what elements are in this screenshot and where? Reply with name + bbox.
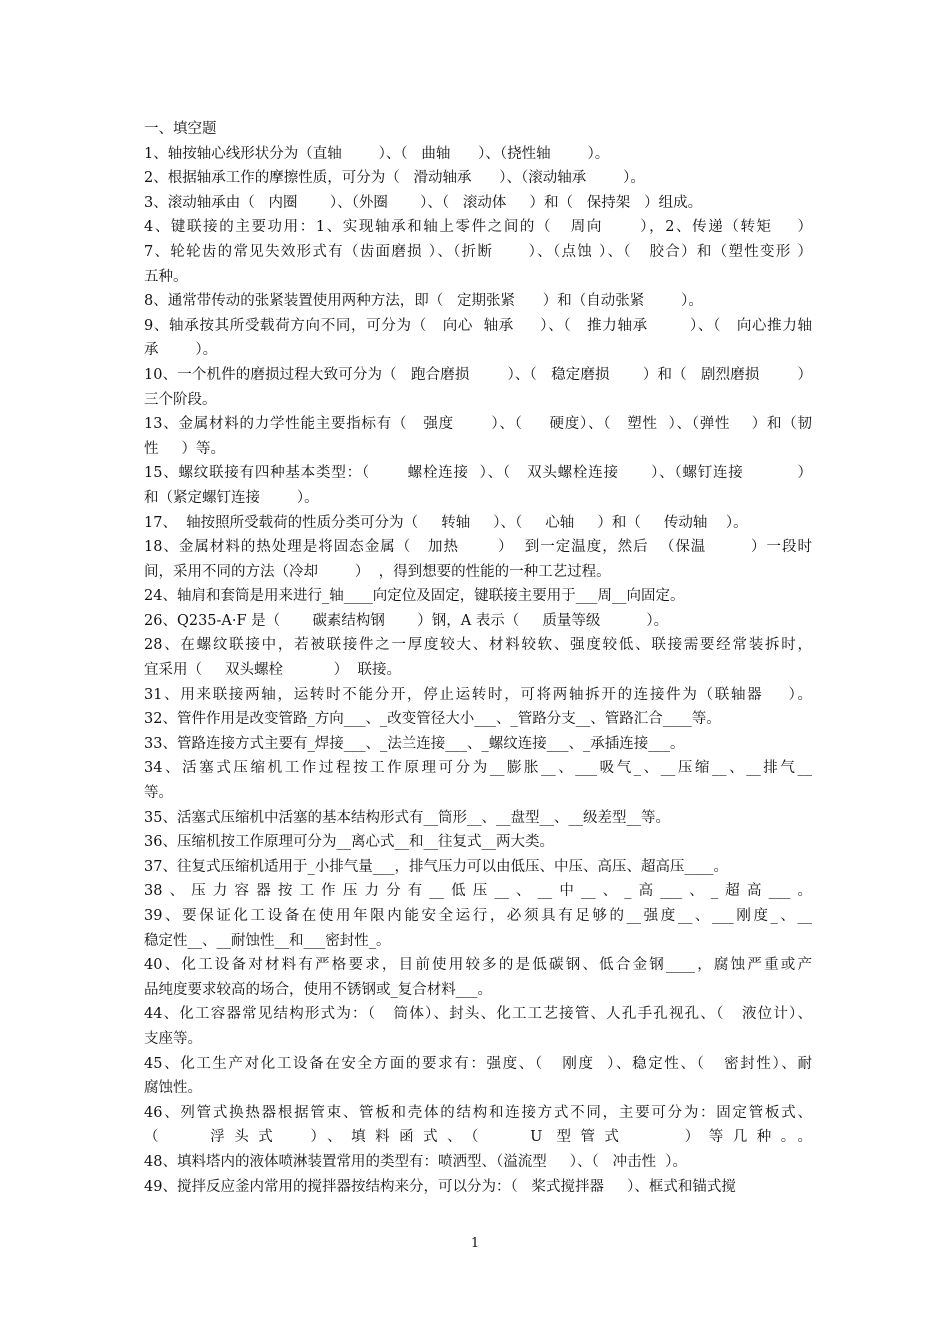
text-line: 三个阶段。 xyxy=(144,391,217,408)
text-line: 34、活塞式压缩机工作过程按工作原理可分为__膨胀__、___吸气_、__压缩__、__排气__ xyxy=(144,760,812,777)
text-line: 35、活塞式压缩机中活塞的基本结构形式有__筒形__、__盘型__、__级差型__等。 xyxy=(144,809,670,826)
text-line: 4、键联接的主要功用：1、实现轴承和轴上零件之间的（ 周向 ），2、传递（转矩 ） xyxy=(144,219,812,236)
text-line: 等。 xyxy=(144,785,173,802)
text-line: 40、化工设备对材料有严格要求，目前使用较多的是低碳钢、低合金钢____，腐蚀严重或产 xyxy=(144,957,812,974)
text-line: 26、Q235-A·F 是（ 碳素结构钢 ）钢，A 表示（ 质量等级 ）。 xyxy=(144,612,669,629)
text-line: 32、管件作用是改变管路_方向___、_改变管径大小___、_管路分支__、管路汇合____等。 xyxy=(144,711,721,728)
text-line: 24、轴肩和套筒是用来进行_轴____向定位及固定，键联接主要用于___周__向固定。 xyxy=(144,588,685,605)
text-line: 1、轴按轴心线形状分为（直轴 ）、（ 曲轴 ）、（挠性轴 ）。 xyxy=(144,145,610,162)
text-line: 稳定性__、__耐蚀性__和___密封性_。 xyxy=(144,932,391,949)
text-line: 9、轴承按其所受载荷方向不同，可分为（ 向心 轴承 ）、（ 推力轴承 ）、（ 向心推力轴 xyxy=(144,317,812,334)
text-line: 38、压力容器按工作压力分有__低压__、__中__、_高___、_超高___。 xyxy=(144,883,812,900)
text-line: 品纯度要求较高的场合，使用不锈钢或_复合材料___。 xyxy=(144,981,492,998)
text-line: 7、轮轮齿的常见失效形式有（齿面磨损 ）、（折断 ）、（点蚀 ）、（ 胶合）和（塑性变形 ） xyxy=(144,243,812,260)
text-line: 支座等。 xyxy=(144,1030,202,1047)
text-line: 宜采用（ 双头螺栓 ） 联接。 xyxy=(144,662,401,679)
text-line: 45、化工生产对化工设备在安全方面的要求有：强度、（ 刚度 ）、稳定性、（ 密封性）、耐 xyxy=(144,1055,812,1072)
text-line: 五种。 xyxy=(144,268,188,285)
document-body xyxy=(144,117,812,1199)
text-line: 44、化工容器常见结构形式为：（ 筒体）、封头、化工工艺接管、人孔手孔视孔、（ 液位计）、 xyxy=(144,1006,812,1023)
text-line: 33、管路连接方式主要有_焊接___、_法兰连接___、_螺纹连接___、_承插连接___。 xyxy=(144,735,685,752)
text-line: 28、在螺纹联接中，若被联接件之一厚度较大、材料较软、强度较低、联接需要经常装拆时， xyxy=(144,637,812,654)
text-line: 46、列管式换热器根据管束、管板和壳体的结构和连接方式不同，主要可分为：固定管板式、 xyxy=(144,1104,812,1121)
text-line: 17、 轴按照所受载荷的性质分类可分为（ 转轴 ）、（ 心轴 ）和（ 传动轴 ）。 xyxy=(144,514,748,531)
text-line: 36、压缩机按工作原理可分为__离心式__和__往复式__两大类。 xyxy=(144,834,554,851)
text-line: 48、填料塔内的液体喷淋装置常用的类型有：喷洒型、（溢流型 ）、（ 冲击性 ）。 xyxy=(144,1153,688,1170)
text-line: 13、金属材料的力学性能主要指标有（ 强度 ）、（ 硬度）、（ 塑性 ）、（弹性 ）和（韧 xyxy=(144,416,812,433)
text-line: 10、一个机件的磨损过程大致可分为（ 跑合磨损 ）、（ 稳定磨损 ）和（ 剧烈磨损 ） xyxy=(144,366,812,383)
text-line: 15、螺纹联接有四种基本类型：（ 螺栓连接 ）、（ 双头螺栓连接 ）、（螺钉连接 ） xyxy=(144,465,812,482)
text-line: 腐蚀性。 xyxy=(144,1080,202,1097)
text-line: 31、用来联接两轴，运转时不能分开，停止运转时，可将两轴拆开的连接件为（联轴器 ）。 xyxy=(144,686,812,703)
text-line: 8、通常带传动的张紧装置使用两种方法，即（ 定期张紧 ）和（自动张紧 ）。 xyxy=(144,293,703,310)
text-line: 和（紧定螺钉连接 ）。 xyxy=(144,489,319,506)
text-line: 性 ）等。 xyxy=(144,440,226,457)
text-line: 3、滚动轴承由（ 内圈 ）、（外圈 ）、（ 滚动体 ）和（ 保持架 ）组成。 xyxy=(144,194,703,211)
text-line: 18、金属材料的热处理是将固态金属（ 加热 ） 到一定温度，然后 （保温 ）一段时 xyxy=(144,539,812,556)
text-line: 间，采用不同的方法（冷却 ） ，得到想要的性能的一种工艺过程。 xyxy=(144,563,611,580)
text-line: 39、要保证化工设备在使用年限内能安全运行，必须具有足够的__强度__、___刚度_、__ xyxy=(144,908,812,924)
text-line: 承 ）。 xyxy=(144,342,218,359)
text-line: 49、搅拌反应釜内常用的搅拌器按结构来分，可以分为：（ 桨式搅拌器 ）、框式和锚式搅 xyxy=(144,1178,736,1195)
text-line: （ 浮头式 ）、填料函式、（ U 型管式 ）等几种。。 xyxy=(144,1129,812,1146)
section-heading: 一、填空题 xyxy=(144,121,217,137)
page-number: 1 xyxy=(470,1236,480,1251)
text-line: 2、根据轴承工作的摩擦性质，可分为（ 滑动轴承 ）、（滚动轴承 ）。 xyxy=(144,170,645,187)
text-line: 37、往复式压缩机适用于_小排气量___，排气压力可以由低压、中压、高压、超高压____。 xyxy=(144,858,728,875)
